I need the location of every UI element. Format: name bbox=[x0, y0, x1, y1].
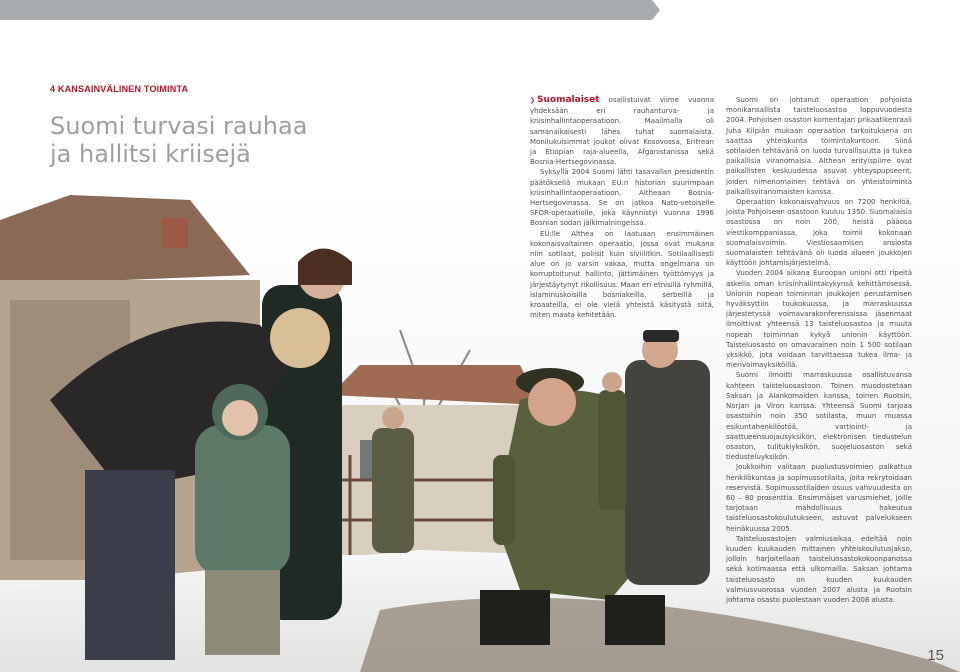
paragraph: EU:lle Althea on laatuaan ensimmäinen kokonaisvaltainen operaatio, jossa ovat mukana niin sotilaat, poliisit kuin siviilitkin. Sotilaallisesti alue on jo varsin vakaa, mutta ongelmana on korruptoitunut hallinto, jättimäinen työttömyys ja järjestäytynyt rikollisuus. Maan eri etnisillä ryhmillä, islaminuskoisilla bosniakeilla, serbeillä ja kroaateilla, ei ole vielä yhteistä käsitystä siitä, miten maata kehitetään. bbox=[530, 229, 714, 320]
lead-paragraph bbox=[530, 95, 714, 167]
paragraph: Joukkoihin valitaan puolustusvoimien palkattua henkilökuntaa ja sopimussotilaita, joita rekrytoidaan reservistä. Sopimussotilaiden osuus vahvuudesta on 60 – 80 prosenttia. Ensimmäiset varusmiehet, joille tarjotaan mahdollisuus hakeutua taisteluosastokoulutukseen, astuvat palvelukseen heinäkuussa 2005. bbox=[726, 463, 912, 533]
paragraph: Syksyllä 2004 Suomi lähti tasavallan presidentin päätöksellä mukaan EU:n historian suurimpaan kriisinhallintaoperaatioon, Altheaan Bosnia-Hertsegovinassa. Se on jatkoa Nato-vetoiselle SFOR-operaatiolle, joka käynnistyi vuonna 1996 Bosnian sodan jälkimainingeissa. bbox=[530, 168, 714, 228]
page-number: 15 bbox=[927, 647, 944, 664]
section-label: 4 KANSAINVÄLINEN TOIMINTA bbox=[50, 84, 189, 94]
text-column-1 bbox=[530, 95, 714, 320]
title-line-1: Suomi turvasi rauhaa bbox=[50, 112, 308, 140]
page-title bbox=[50, 112, 350, 168]
paragraph: Vuoden 2004 aikana Euroopan unioni otti ripeitä askelia oman kriisinhallintakykynsä kehittämisessä. Unionin nopean toiminnan joukkojen perustamisen hyväksyttiin toukokuussa, ja marraskuussa järjestetyssä voimavarakonferenssissa jäsenmaat ilmoittivat yhteensä 13 taisteluosastoa ja muuta nopean toiminnan kykyä unionin käyttöön. Taisteluosasto on omavarainen noin 1 500 sotilaan yksikkö, jota voidaan tarvittaessa tukea ilma- ja merivoimayksiköillä. bbox=[726, 269, 912, 370]
text-column-2 bbox=[726, 95, 912, 605]
lead-word: Suomalaiset bbox=[537, 95, 600, 105]
title-line-2: ja hallitsi kriisejä bbox=[50, 140, 251, 168]
paragraph: Operaation kokonaisvahvuus on 7200 henkilöä, joista Pohjoiseen osastoon kuuluu 1350. Suomalaisia osastossa on noin 200, heistä pääosa viestikomppaniassa, joka toimii kokonaan suomalaisvoimin. Viestiosaamisen ansiosta suomalaisten tehtävänä oli luoda alueen joukkojen käyttöön johtamisjärjestelmä. bbox=[726, 198, 912, 268]
lead-marker-icon: ❯ bbox=[530, 97, 536, 104]
paragraph: Suomi on johtanut operaation pohjoista monikansallista taisteluosastoa loppuvuodesta 2004. Pohjoisen osaston komentajan prikaatikenraali Juha Kilpiän mukaan operaation tarkoituksena on saattaa yhteiskunta toimintakuntoon. Siinä sotilaiden tehtävänä on luoda turvallisuutta ja tukea paikallisia viranomaisia. Althean erityispiirre ovat paikallisten keskuudessa asuvat yhteyspupseerit, joiden nimenomainen tehtävä on yhteistoiminta paikallisviranomaisten kanssa. bbox=[726, 96, 912, 196]
paragraph: Taisteluosastojen valmiusaikaa edeltää noin kuuden kuukauden mittainen yhteiskoulutusjakso, jolloin harjoitellaan taisteluosastokokoonpanossa sekä kotimaassa että ulkomailla. Saksan johtama taisteluosasto on kuuden kuukauden valmiusvuorossa vuoden 2007 alusta ja Ruotsin johtama osasto puolestaan vuoden 2008 alusta. bbox=[726, 534, 912, 604]
top-banner-bar bbox=[0, 0, 660, 20]
lead-text: osallistuivat viime vuonna yhdeksään eri rauhanturva- ja kriisinhallintaoperaatioon. Maailmalla oli samanaikaisesti lähes tuhat suomalaista. Monilukuisimmat joukot olivat Kosovossa, Eritrean ja Etiopian raja-alueella, Afganistanissa sekä Bosnia-Hertsegovinassa. bbox=[530, 96, 715, 167]
paragraph: Suomi ilmoitti marraskuussa osallistuvansa kahteen taisteluosastoon. Toinen muodostetaan Saksan ja Alankomaiden kanssa, toinen Ruotsin, Norjan ja Viron kanssa. Yhteensä Suomi tarjoaa osastoihin noin 350 sotilasta, muun muassa esikuntahenkilöstöä, vartiointi- ja saattueensuojausyksikön, elektronisen tiedustelun osaston, tulitukiyksikön, suojeluosaston sekä tiedusteluyksikön. bbox=[726, 371, 912, 462]
